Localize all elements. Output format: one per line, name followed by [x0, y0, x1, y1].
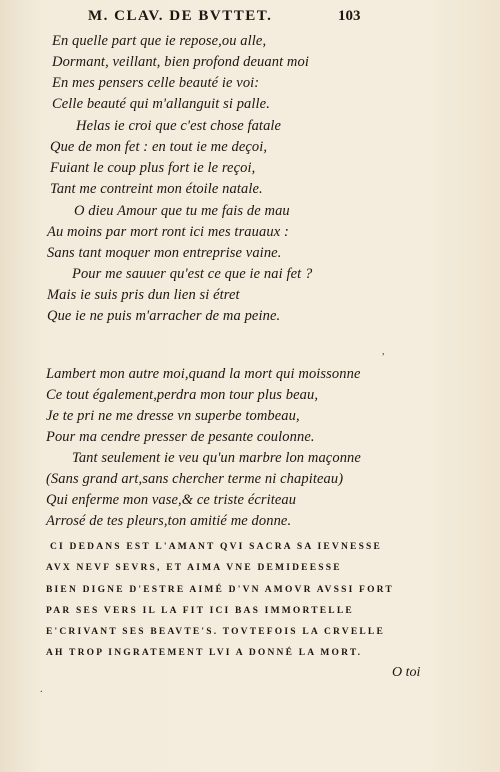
epitaph-line: PAR SES VERS IL LA FIT ICI BAS IMMORTELLE: [46, 606, 354, 616]
ink-mark: .: [40, 684, 43, 695]
verse-line: Pour ma cendre presser de pesante coulonne.: [46, 429, 315, 445]
verse-line: Celle beauté qui m'allanguit si palle.: [52, 96, 270, 112]
verse-line: Arrosé de tes pleurs,ton amitié me donne.: [46, 513, 292, 529]
epitaph-line: AH TROP INGRATEMENT LVI A DONNÉ LA MORT.: [46, 648, 363, 658]
verse-line: Pour me sauuer qu'est ce que ie nai fet ?: [72, 266, 313, 282]
epitaph-line: CI DEDANS EST L'AMANT QVI SACRA SA IEVNESSE: [50, 542, 383, 552]
verse-line: Ce tout également,perdra mon tour plus beau,: [46, 387, 319, 403]
ink-mark: ,: [382, 346, 385, 357]
verse-line: (Sans grand art,sans chercher terme ni chapiteau): [46, 471, 344, 487]
verse-line: En quelle part que ie repose,ou alle,: [52, 33, 267, 49]
verse-line: Que de mon fet : en tout ie me deçoi,: [50, 139, 268, 155]
verse-line: Mais ie suis pris dun lien si étret: [47, 287, 240, 303]
verse-line: Lambert mon autre moi,quand la mort qui moissonne: [46, 366, 361, 382]
verse-line: Sans tant moquer mon entreprise vaine.: [47, 245, 282, 261]
verse-line: Fuiant le coup plus fort ie le reçoi,: [50, 160, 256, 176]
verse-line: Que ie ne puis m'arracher de ma peine.: [47, 308, 281, 324]
page-number: 103: [338, 8, 361, 24]
epitaph-line: E'CRIVANT SES BEAVTE'S. TOVTEFOIS LA CRVELLE: [46, 627, 385, 637]
verse-line: O dieu Amour que tu me fais de mau: [74, 203, 290, 219]
verse-line: Au moins par mort ront ici mes trauaux :: [47, 224, 289, 240]
epitaph-line: AVX NEVF SEVRS, ET AIMA VNE DEMIDEESSE: [46, 563, 342, 573]
catchword: O toi: [392, 665, 421, 680]
verse-line: Tant seulement ie veu qu'un marbre lon maçonne: [72, 450, 361, 466]
verse-line: Dormant, veillant, bien profond deuant moi: [52, 54, 309, 70]
verse-line: Helas ie croi que c'est chose fatale: [76, 118, 282, 134]
verse-line: Qui enferme mon vase,& ce triste écriteau: [46, 492, 297, 508]
epitaph-line: BIEN DIGNE D'ESTRE AIMÉ D'VN AMOVR AVSSI FORT: [46, 585, 394, 595]
verse-line: Tant me contreint mon étoile natale.: [50, 181, 263, 197]
verse-line: Je te pri ne me dresse vn superbe tombeau,: [46, 408, 300, 424]
running-title: M. CLAV. DE BVTTET.: [88, 8, 273, 24]
verse-line: En mes pensers celle beauté ie voi:: [52, 75, 260, 91]
